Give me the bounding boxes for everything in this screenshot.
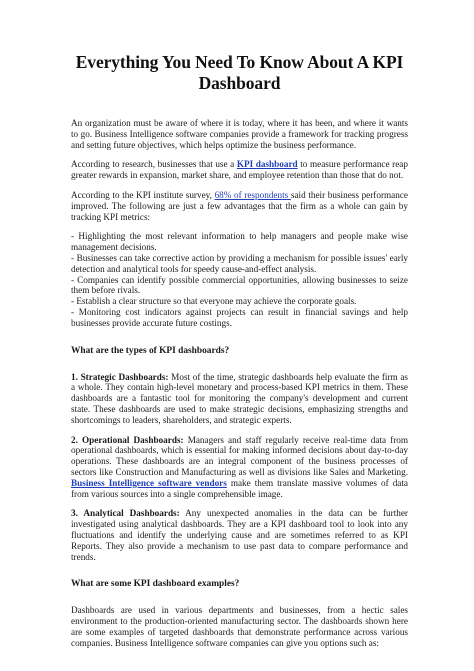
strategic-text: Most of the time, strategic dashboards help evaluate the firm as a whole. They contain high-level monetary and process-based KPI metrics in them. These dashboards are a fantastic tool for monitoring the company's development and current state. These dashboards are used to make strategic decisions, emphasizing strengths and shortcomings to leaders, shareholders, and strategic experts. <box>71 371 408 425</box>
list-item: - Highlighting the most relevant information to help managers and people make wise management decisions. <box>71 231 408 253</box>
advantages-list <box>71 231 408 328</box>
research-text-before: According to research, businesses that use a <box>71 159 237 170</box>
list-item: - Establish a clear structure so that everyone may achieve the corporate goals. <box>71 296 357 307</box>
operational-text-before: Managers and staff regularly receive real-time data from operational dashboards, which is essential for making informed decisions about day-to-day operations. These dashboards are an integral component of the business processes of sectors like Construction and Manufacturing as well as divisions like Sales and Marketing. <box>71 434 408 477</box>
analytical-label: 3. Analytical Dashboards: <box>71 508 180 519</box>
survey-text-after: said their business performance improved. The following are just a few advantages that the firm as a whole can gain by tracking KPI metrics: <box>71 189 408 222</box>
research-paragraph <box>71 159 408 181</box>
analytical-paragraph <box>71 508 408 562</box>
section-heading-types: What are the types of KPI dashboards? <box>71 345 230 356</box>
bi-vendors-link[interactable]: Business Intelligence software vendors <box>71 477 227 488</box>
intro-paragraph: An organization must be aware of where it is today, where it has been, and where it wants to go. Business Intelligence software companies provide a framework for tracking progress and setting future objectives, which helps optimize the business performance. <box>71 118 408 150</box>
respondents-link[interactable]: 68% of respondents <box>214 189 291 200</box>
list-item: - Companies can identify possible commercial opportunities, allowing businesses to seize them before rivals. <box>71 274 408 296</box>
research-text-after: to measure performance reap greater rewards in expansion, market share, and employee retention than those that do not. <box>71 159 408 181</box>
page-title <box>71 52 408 94</box>
kpi-dashboard-link[interactable]: KPI dashboard <box>236 159 298 170</box>
analytical-text: Any unexpected anomalies in the data can be further investigated using analytical dashboards. They are a KPI dashboard tool to look into any fluctuations and identify the underlying cause and are sometimes referred to as KPI Reports. They also provide a mechanism to use past data to compare performance and trends. <box>71 508 408 562</box>
operational-paragraph <box>71 435 408 500</box>
title-line-2: Dashboard <box>198 73 281 93</box>
examples-paragraph: Dashboards are used in various departments and businesses, from a hectic sales environment to the production-oriented manufacturing sector. The dashboards shown here are some examples of targeted dashboards that demonstrate performance across various companies. Business Intelligence software companies can give you options such as: <box>71 605 408 648</box>
strategic-paragraph <box>71 372 408 426</box>
list-item: - Monitoring cost indicators against projects can result in financial savings and help businesses provide accurate future costings. <box>71 306 408 328</box>
operational-label: 2. Operational Dashboards: <box>71 434 184 445</box>
strategic-label: 1. Strategic Dashboards: <box>71 371 169 382</box>
title-line-1: Everything You Need To Know About A KPI <box>75 52 404 72</box>
survey-paragraph <box>71 190 408 222</box>
section-heading-examples: What are some KPI dashboard examples? <box>71 579 240 590</box>
list-item: - Businesses can take corrective action by providing a mechanism for possible issues' early detection and analytical tools for speedy cause-and-effect analysis. <box>71 252 408 274</box>
survey-text-before: According to the KPI institute survey, <box>71 189 215 200</box>
operational-text-after: make them translate massive volumes of data from various sources into a single comprehensible image. <box>71 477 408 499</box>
